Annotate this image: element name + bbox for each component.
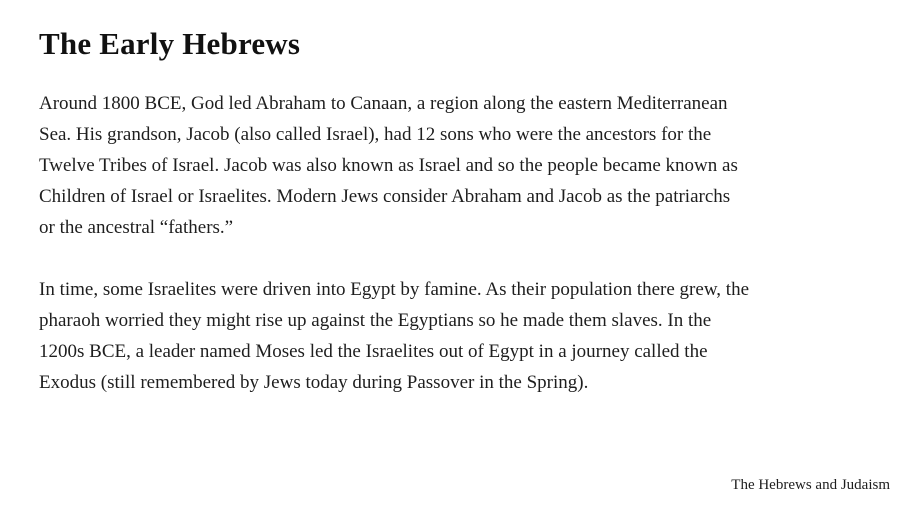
text-line: In time, some Israelites were driven into Egypt by famine. As their population there grew, the <box>39 279 750 300</box>
text-line: Exodus (still remembered by Jews today during Passover in the Spring). <box>39 372 589 393</box>
text-line: or the ancestral “fathers.” <box>39 217 234 238</box>
text-line: Children of Israel or Israelites. Modern Jews consider Abraham and Jacob as the patriarchs <box>39 186 731 207</box>
slide-footer: The Hebrews and Judaism <box>731 477 890 493</box>
text-line: pharaoh worried they might rise up against the Egyptians so he made them slaves. In the <box>39 310 712 331</box>
text-line: Twelve Tribes of Israel. Jacob was also known as Israel and so the people became known as <box>39 155 738 176</box>
slide-body <box>39 88 869 398</box>
slide-title: The Early Hebrews <box>39 26 301 61</box>
text-line: Around 1800 BCE, God led Abraham to Canaan, a region along the eastern Mediterranean <box>39 93 728 114</box>
text-line: Sea. His grandson, Jacob (also called Israel), had 12 sons who were the ancestors for the <box>39 124 712 145</box>
paragraph-abraham-jacob <box>39 88 869 243</box>
paragraph-exodus <box>39 274 869 398</box>
text-line: 1200s BCE, a leader named Moses led the Israelites out of Egypt in a journey called the <box>39 341 708 362</box>
